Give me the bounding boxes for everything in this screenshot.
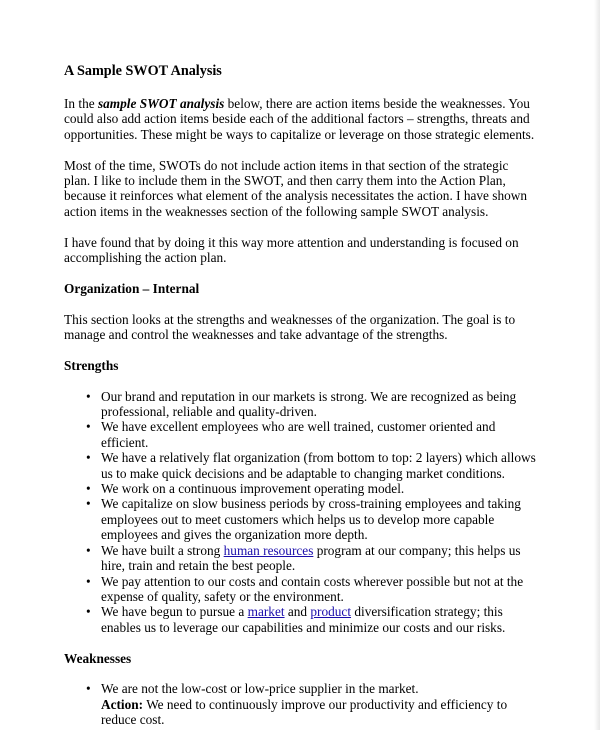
list-item-text: We have begun to pursue a	[101, 604, 248, 620]
list-item-text: We have built a strong	[101, 542, 224, 558]
list-item: • We capitalize on slow business periods by cross-training employees and taking employees out to meet customers which helps us to develop more capable employees and gives the organization more depth.	[64, 496, 536, 542]
intro-emphasis: sample SWOT analysis	[97, 96, 225, 111]
action-text: We need to continuously improve our productivity and efficiency to reduce cost.	[101, 696, 508, 728]
market-link[interactable]: market	[247, 604, 285, 620]
list-item-text: diversification strategy; this enables us to leverage our capabilities and minimize our costs and our risks.	[101, 604, 506, 635]
weakness-text: We are not the low-cost or low-price supplier in the market.	[101, 681, 419, 697]
weaknesses-list	[64, 681, 536, 727]
paragraph-3: I have found that by doing it this way more attention and understanding is focused on accomplishing the action plan.	[64, 234, 519, 266]
list-item	[64, 543, 536, 574]
intro-pre: In the	[64, 96, 98, 111]
action-label: Action:	[101, 696, 144, 712]
strengths-list	[64, 389, 536, 636]
list-item: • We have a relatively flat organization (from bottom to top: 2 layers) which allows us to make quick decisions and be adaptable to changing market conditions.	[64, 450, 536, 481]
list-item: • We work on a continuous improvement operating model.	[64, 481, 536, 496]
list-item-text: program at our company; this helps us hire, train and retain the best people.	[101, 542, 521, 574]
list-item: • Our brand and reputation in our markets is strong. We are recognized as being professional, reliable and quality-driven.	[64, 389, 536, 420]
document-body	[64, 63, 536, 728]
list-item: • We have excellent employees who are well trained, customer oriented and efficient.	[64, 419, 536, 450]
organization-heading: Organization – Internal	[64, 280, 200, 296]
document-title: A Sample SWOT Analysis	[64, 63, 222, 79]
intro-paragraph	[64, 96, 536, 142]
intro-post: below, there are action items beside the weaknesses. You could also add action items beside each of the additional factors – strengths, threats and opportunities. These might be ways to capitalize or leverage on those strategic elements.	[64, 96, 535, 142]
organization-paragraph: This section looks at the strengths and weaknesses of the organization. The goal is to manage and control the weaknesses and take advantage of the strengths.	[64, 311, 516, 343]
product-link[interactable]: product	[310, 604, 352, 620]
list-item	[64, 681, 536, 727]
list-item: • We pay attention to our costs and contain costs wherever possible but not at the expense of quality, safety or the environment.	[64, 574, 536, 605]
list-item	[64, 604, 536, 635]
list-item-text: and	[284, 604, 311, 620]
human-resources-link[interactable]: human resources	[223, 542, 314, 558]
strengths-heading: Strengths	[64, 357, 119, 373]
weaknesses-heading: Weaknesses	[64, 650, 132, 666]
paragraph-2: Most of the time, SWOTs do not include action items in that section of the strategic plan. I like to include them in the SWOT, and then carry them into the Action Plan, because it reinforces what element of the analysis necessitates the action. I have shown action items in the weaknesses section of the following sample SWOT analysis.	[64, 157, 528, 219]
